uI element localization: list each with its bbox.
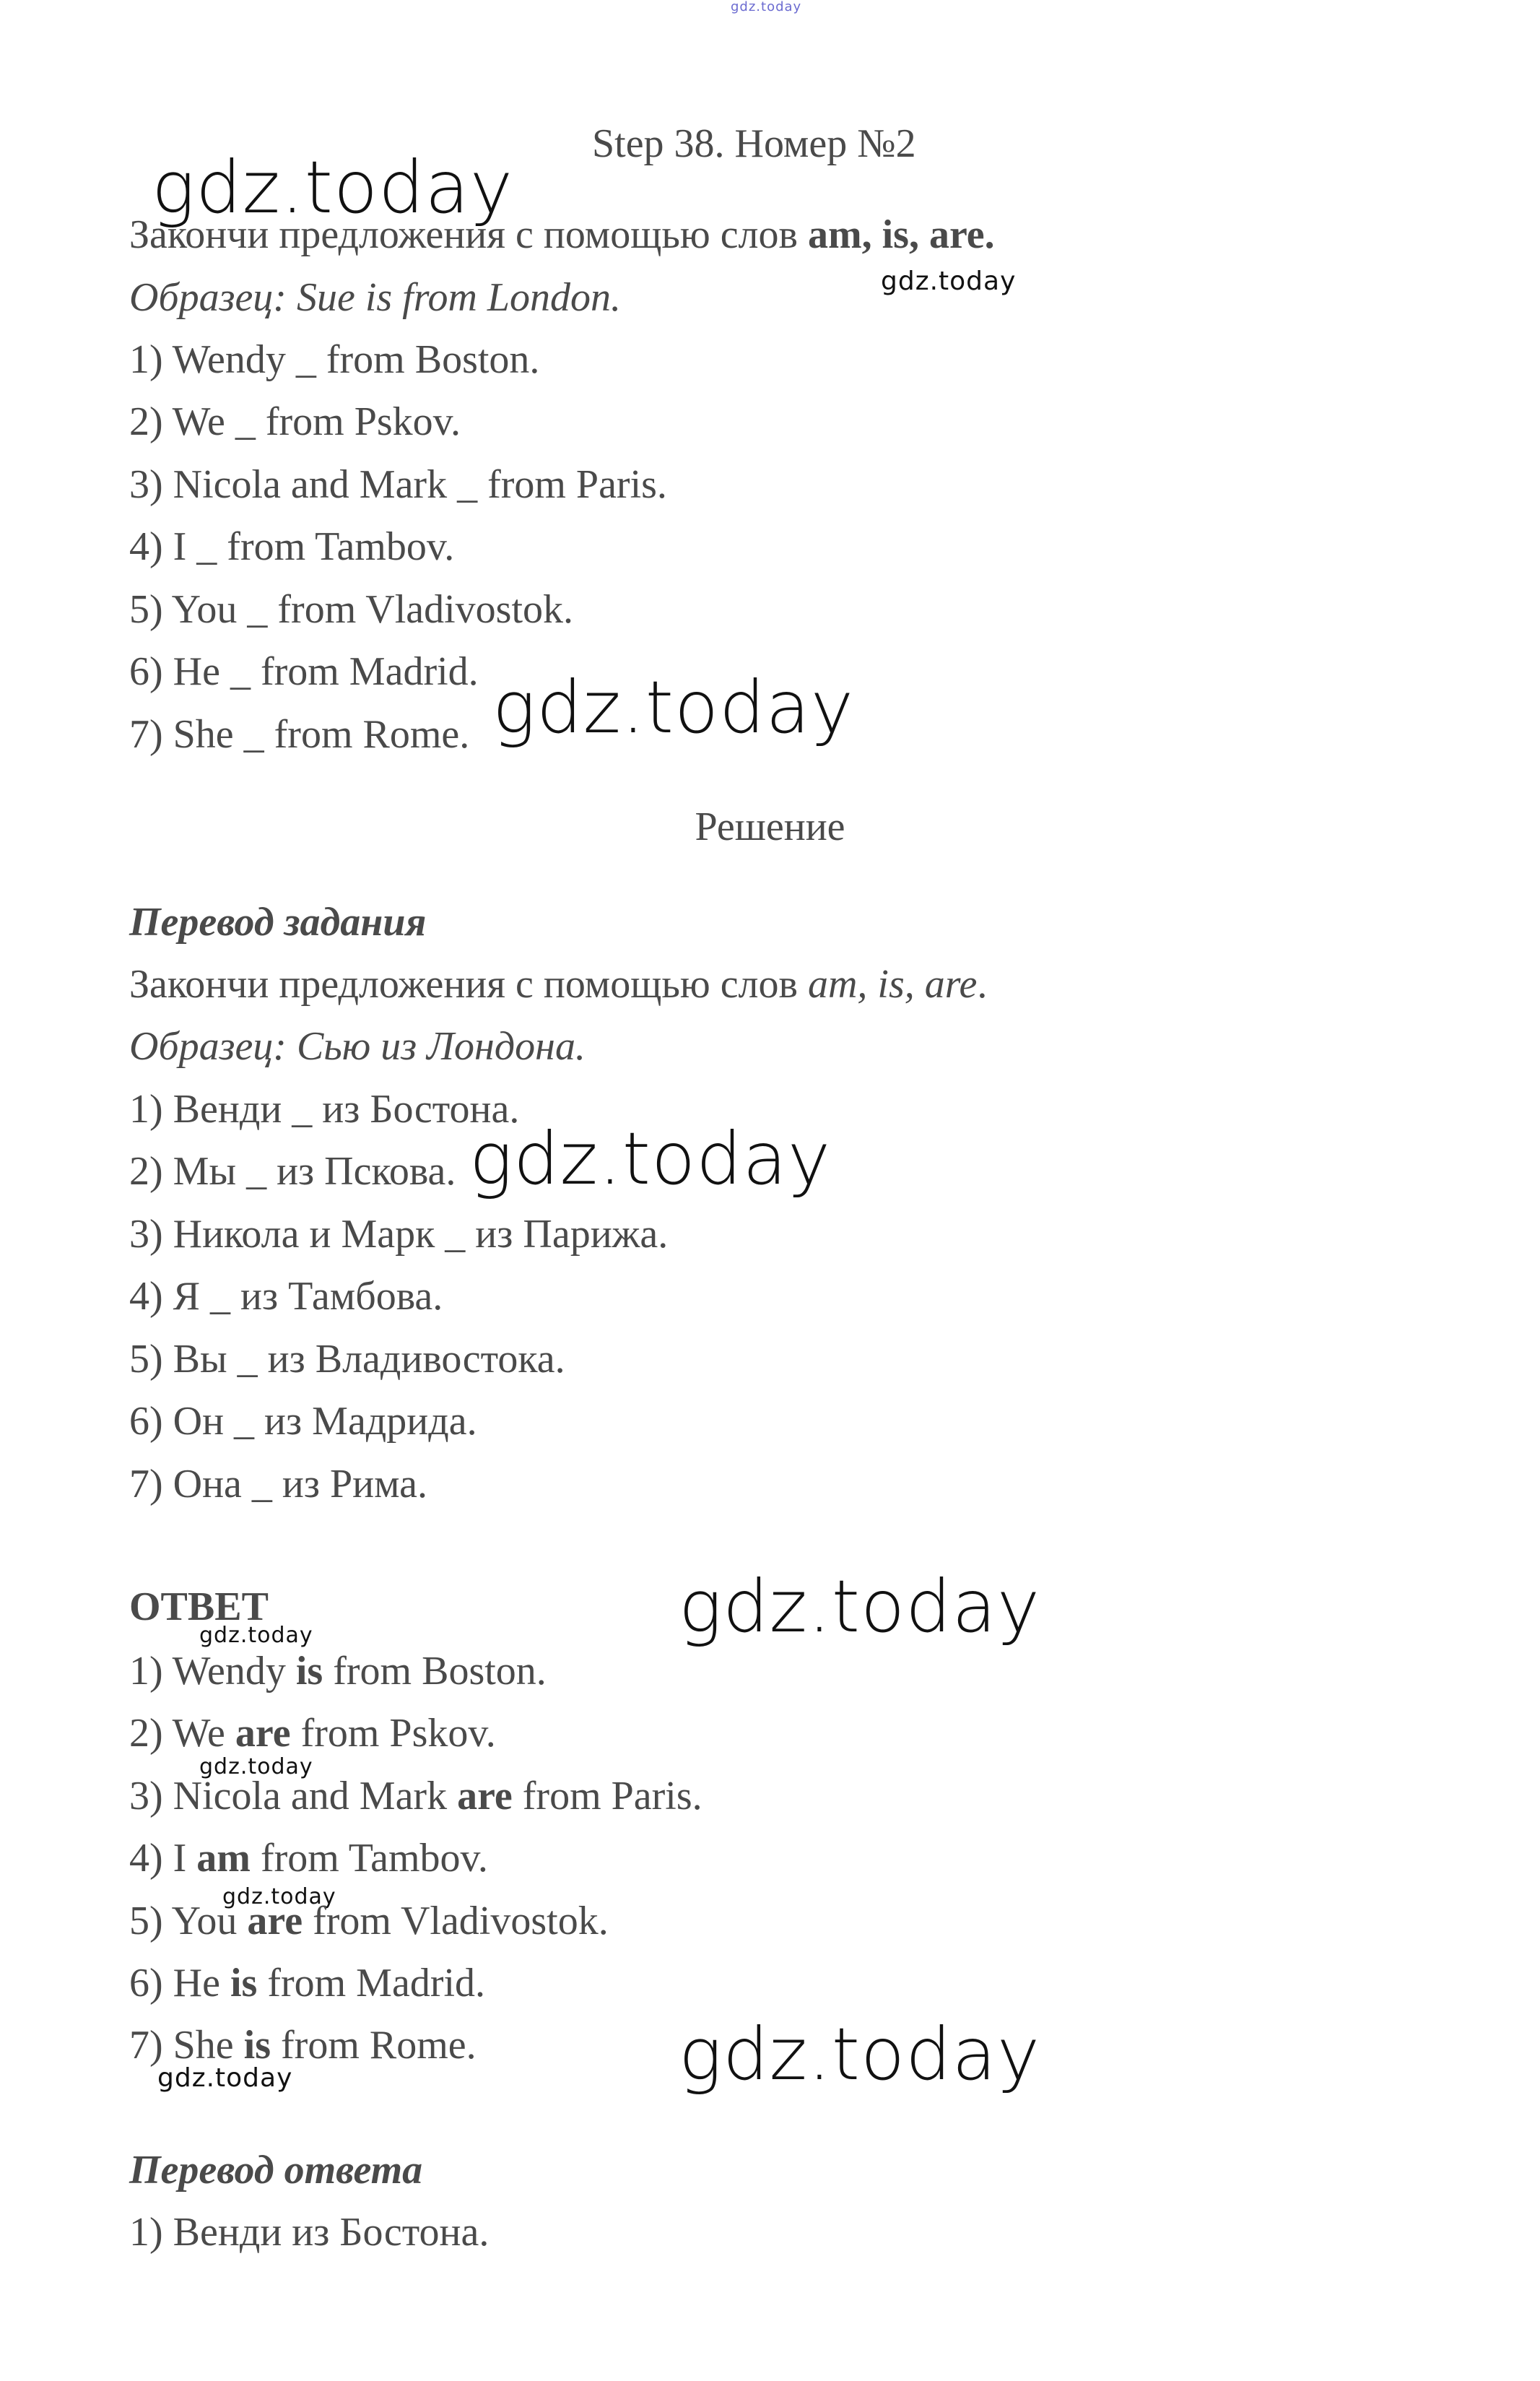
task-item: 4) I _ from Tambov. xyxy=(129,524,455,569)
task-instruction-words: am, is, are. xyxy=(807,212,995,257)
answer-item xyxy=(129,1898,609,1944)
answer-item-pre: 6) He xyxy=(129,1961,230,2005)
task-item: 2) We _ from Pskov. xyxy=(129,399,461,444)
answer-item-post: from Madrid. xyxy=(257,1961,486,2005)
answer-item-pre: 7) She xyxy=(129,2023,244,2068)
solution-label: Решение xyxy=(695,804,845,849)
answer-item-post: from Pskov. xyxy=(290,1711,496,1756)
answer-translation-item: 1) Венди из Бостона. xyxy=(129,2210,490,2255)
answer-item-pre: 3) Nicola and Mark xyxy=(129,1774,458,1818)
translation-item: 3) Никола и Марк _ из Парижа. xyxy=(129,1212,669,1257)
answer-item-post: from Tambov. xyxy=(250,1836,488,1881)
watermark-6: gdz.today xyxy=(199,1623,313,1648)
watermark-2: gdz.today xyxy=(881,266,1017,296)
translation-item: 2) Мы _ из Пскова. xyxy=(129,1149,456,1194)
answer-heading: ОТВЕТ xyxy=(129,1584,269,1629)
answer-item-pre: 1) Wendy xyxy=(129,1649,296,1693)
task-item: 3) Nicola and Mark _ from Paris. xyxy=(129,462,667,507)
watermark-8: gdz.today xyxy=(222,1884,336,1909)
answer-item xyxy=(129,1710,496,1756)
task-item: 6) He _ from Madrid. xyxy=(129,649,479,694)
answer-item xyxy=(129,2022,477,2068)
answer-item-word: are xyxy=(247,1899,303,1943)
answer-item-word: is xyxy=(230,1961,258,2005)
translation-instruction xyxy=(129,961,987,1007)
answer-translation-heading: Перевод ответа xyxy=(129,2148,423,2193)
watermark-9: gdz.today xyxy=(679,2012,1041,2096)
translation-item: 1) Венди _ из Бостона. xyxy=(129,1087,520,1132)
watermark-5: gdz.today xyxy=(679,1564,1041,1649)
answer-item-pre: 4) I xyxy=(129,1836,197,1881)
answer-item-post: from Paris. xyxy=(512,1774,702,1818)
page-title: Step 38. Номер №2 xyxy=(592,121,916,166)
task-item: 5) You _ from Vladivostok. xyxy=(129,587,574,632)
translation-item: 6) Он _ из Мадрида. xyxy=(129,1399,477,1444)
task-item: 7) She _ from Rome. xyxy=(129,712,470,757)
watermark-3: gdz.today xyxy=(492,665,855,750)
task-instruction-text: Закончи предложения с помощью слов xyxy=(129,212,808,257)
translation-item: 4) Я _ из Тамбова. xyxy=(129,1274,443,1319)
answer-item xyxy=(129,1773,702,1819)
answer-item xyxy=(129,1835,488,1881)
watermark-4: gdz.today xyxy=(469,1116,832,1201)
answer-item-word: are xyxy=(457,1774,513,1818)
answer-item-word: are xyxy=(235,1711,291,1756)
translation-instruction-end: . xyxy=(977,962,988,1007)
translation-instruction-text: Закончи предложения с помощью слов xyxy=(129,962,808,1007)
answer-item xyxy=(129,1960,485,2006)
task-instruction xyxy=(129,212,995,258)
answer-item-pre: 2) We xyxy=(129,1711,235,1756)
watermark-top: gdz.today xyxy=(731,0,802,14)
translation-instruction-words: am, is, are xyxy=(807,962,978,1007)
answer-item-post: from Boston. xyxy=(323,1649,547,1693)
task-item: 1) Wendy _ from Boston. xyxy=(129,337,540,382)
answer-item-pre: 5) You xyxy=(129,1899,248,1943)
watermark-1: gdz.today xyxy=(152,145,514,230)
answer-item-word: am xyxy=(196,1836,251,1881)
answer-item-post: from Vladivostok. xyxy=(303,1899,609,1943)
translation-sample: Образец: Сью из Лондона. xyxy=(129,1024,586,1069)
answer-item xyxy=(129,1648,547,1694)
answer-item-word: is xyxy=(295,1649,323,1693)
task-sample: Образец: Sue is from London. xyxy=(129,275,622,320)
answer-item-post: from Rome. xyxy=(271,2023,477,2068)
watermark-10: gdz.today xyxy=(157,2063,293,2093)
answer-item-word: is xyxy=(243,2023,271,2068)
watermark-7: gdz.today xyxy=(199,1754,313,1779)
translation-item: 7) Она _ из Рима. xyxy=(129,1462,428,1506)
translation-item: 5) Вы _ из Владивостока. xyxy=(129,1337,565,1382)
translation-heading: Перевод задания xyxy=(129,900,427,945)
